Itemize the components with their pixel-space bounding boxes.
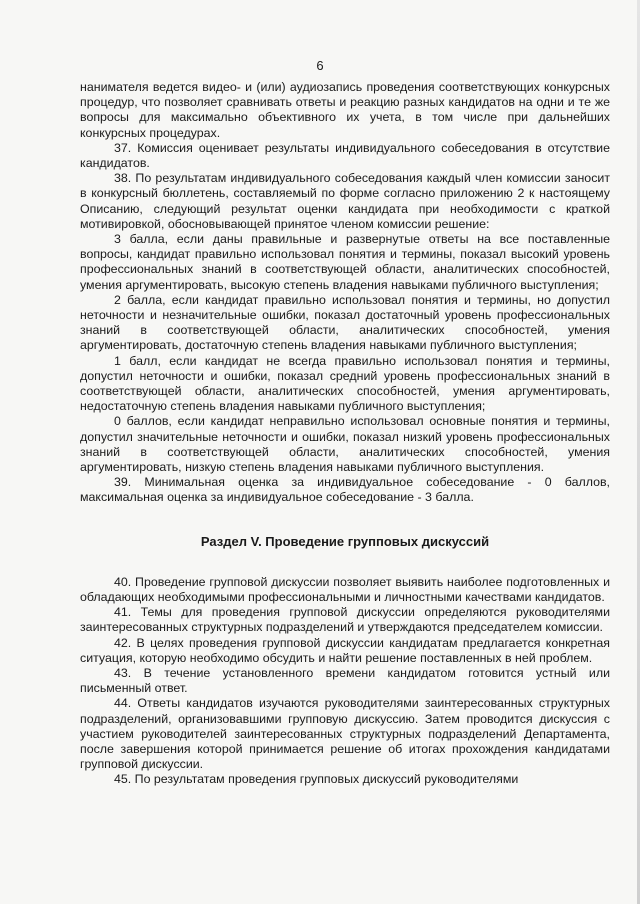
- paragraph: 40. Проведение групповой дискуссии позволяет выявить наиболее подготовленных и обладающих необходимыми профессиональными и личностными качествами кандидатов.: [80, 574, 610, 604]
- section-heading: Раздел V. Проведение групповых дискуссий: [200, 533, 490, 549]
- paragraph: 44. Ответы кандидатов изучаются руководителями заинтересованных структурных подразделений, организовавшими групповую дискуссию. Затем проводится дискуссия с участием руководителей заинтересованных структурных подразделений Департамента, после завершения которой принимается решение об итогах прохождения кандидатами групповой дискуссии.: [80, 696, 610, 772]
- paragraphs-before-section: [80, 80, 610, 506]
- paragraph: 0 баллов, если кандидат неправильно использовал основные понятия и термины, допустил значительные неточности и ошибки, показал низкий уровень профессиональных знаний в соответствующей области, аналитических способностей, умения аргументировать, низкую степень владения навыками публичного выступления.: [80, 414, 610, 475]
- paragraph: 43. В течение установленного времени кандидатом готовится устный или письменный ответ.: [80, 665, 610, 696]
- paragraphs-after-section: [80, 575, 610, 788]
- paragraph: 45. По результатам проведения групповых дискуссий руководителями: [114, 772, 519, 787]
- paragraph: 1 балл, если кандидат не всегда правильно использовал понятия и термины, допустил неточности и ошибки, показал средний уровень профессиональных знаний в соответствующей области, аналитических способностей, умения аргументировать, недостаточную степень владения навыками публичного выступления;: [80, 353, 610, 414]
- document-body: [80, 80, 610, 788]
- paragraph: 42. В целях проведения групповой дискуссии кандидатам предлагается конкретная ситуация, которую необходимо обсудить и найти решение поставленных в ней проблем.: [80, 635, 610, 665]
- paragraph: 38. По результатам индивидуального собеседования каждый член комиссии заносит в конкурсный бюллетень, составляемый по форме согласно приложению 2 к настоящему Описанию, следующий результат оценки кандидата при необходимости с краткой мотивировкой, обосновывающей принятое членом комиссии решение:: [80, 171, 610, 231]
- page-number: 6: [316, 58, 324, 73]
- paragraph: 3 балла, если даны правильные и развернутые ответы на все поставленные вопросы, кандидат правильно использовал понятия и термины, показал высокий уровень профессиональных знаний в соответствующей области, аналитических способностей, умения аргументировать, высокую степень владения навыками публичного выступления;: [80, 232, 610, 292]
- paragraph: 2 балла, если кандидат правильно использовал понятия и термины, но допустил неточности и незначительные ошибки, показал достаточный уровень профессиональных знаний в соответствующей области, аналитических способностей, умения аргументировать, достаточную степень владения навыками публичного выступления;: [80, 292, 610, 353]
- paragraph: нанимателя ведется видео- и (или) аудиозапись проведения соответствующих конкурсных процедур, что позволяет сравнивать ответы и реакцию разных кандидатов на одни и те же вопросы для максимально объективного их учета, в том числе при дальнейших конкурсных процедурах.: [80, 80, 610, 140]
- paragraph: 37. Комиссия оценивает результаты индивидуального собеседования в отсутствие кандидатов.: [80, 140, 610, 171]
- paragraph: 41. Темы для проведения групповой дискуссии определяются руководителями заинтересованных структурных подразделений и утверждаются председателем комиссии.: [80, 605, 610, 635]
- paragraph: 39. Минимальная оценка за индивидуальное собеседование - 0 баллов, максимальная оценка за индивидуальное собеседование - 3 балла.: [80, 475, 610, 505]
